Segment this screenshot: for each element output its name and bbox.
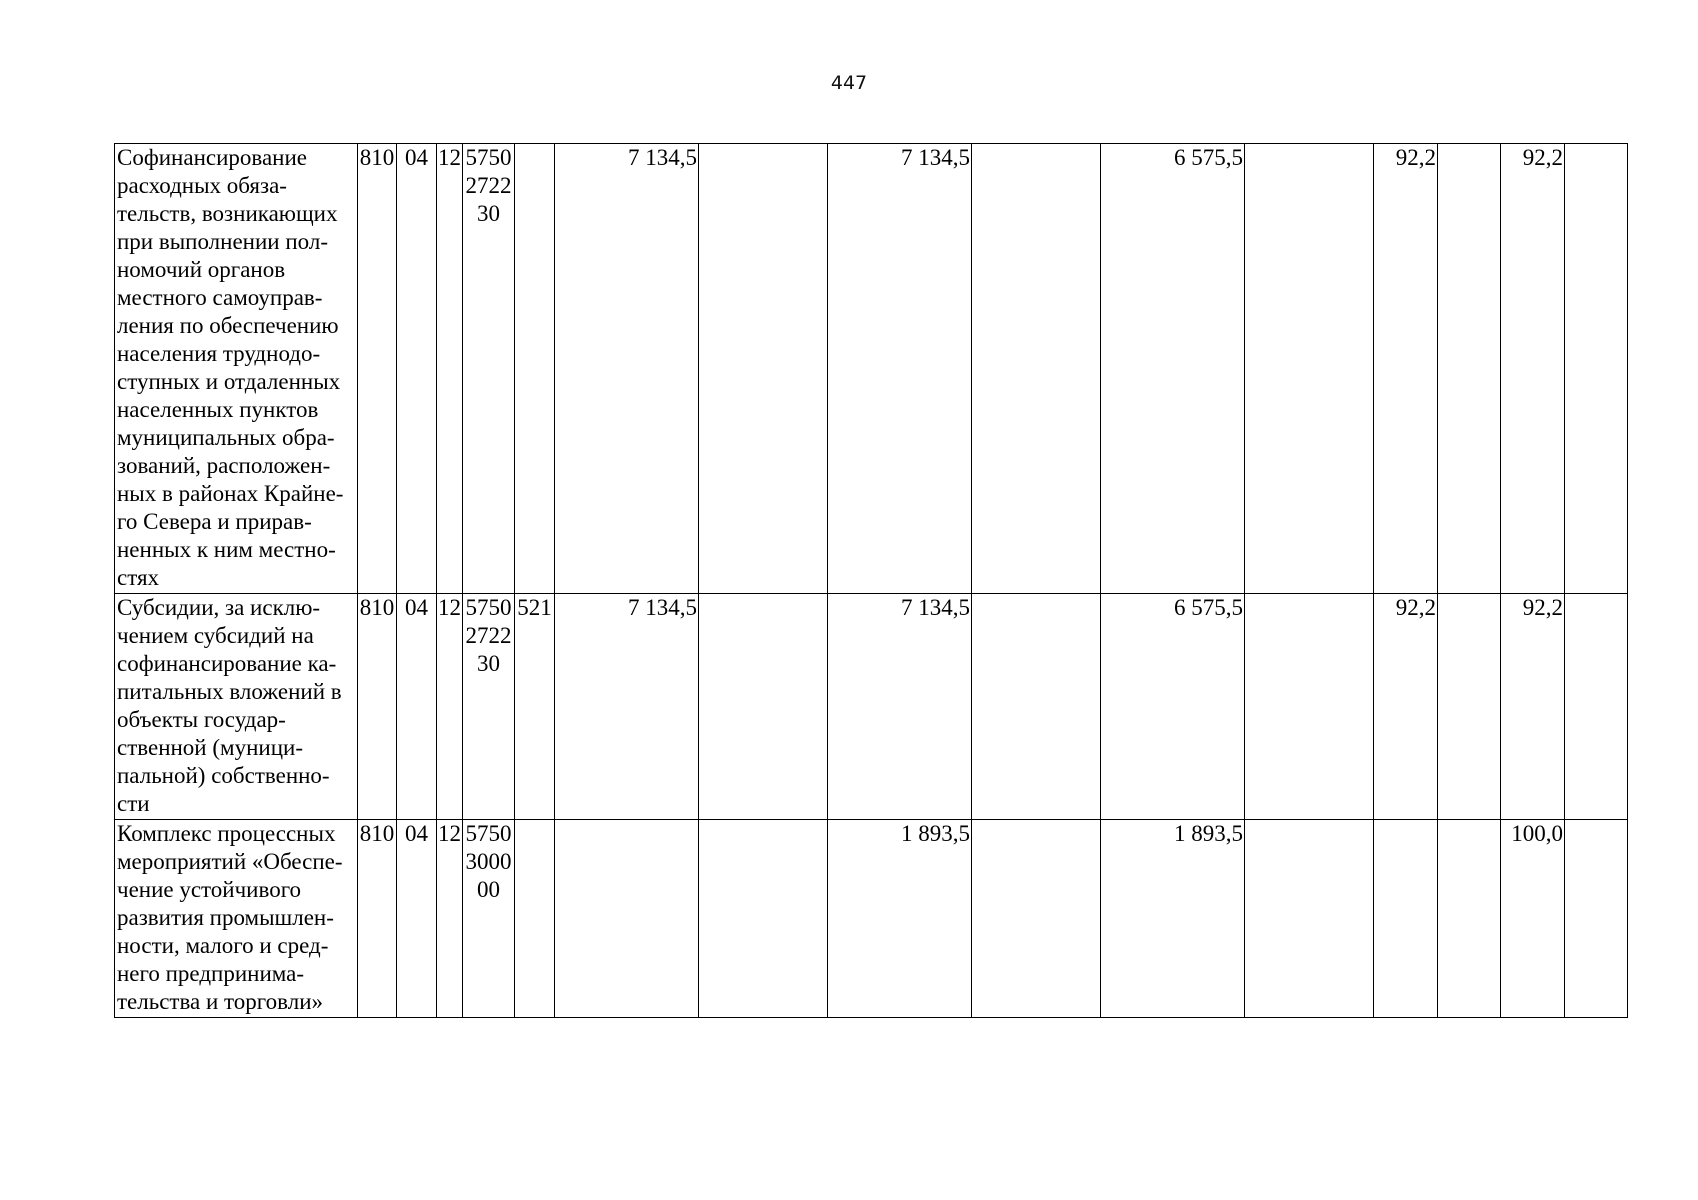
percent-approved-cell: 92,2 (1374, 144, 1438, 594)
empty-cell (1245, 594, 1374, 820)
refined-amount-cell: 7 134,5 (828, 594, 972, 820)
empty-cell (972, 820, 1101, 1018)
table-row (115, 594, 1628, 820)
empty-cell (1565, 144, 1628, 594)
approved-amount-cell: 7 134,5 (555, 144, 699, 594)
percent-refined-cell: 92,2 (1501, 594, 1565, 820)
budget-execution-table (114, 143, 1628, 1018)
empty-cell (1565, 820, 1628, 1018)
refined-amount-cell: 1 893,5 (828, 820, 972, 1018)
ministry-code-cell: 810 (358, 820, 397, 1018)
section-code-cell: 04 (397, 144, 437, 594)
empty-cell (699, 144, 828, 594)
approved-amount-cell (555, 820, 699, 1018)
empty-cell (1565, 594, 1628, 820)
target-article-cell: 5750 3000 00 (463, 820, 515, 1018)
percent-approved-cell: 92,2 (1374, 594, 1438, 820)
subsection-code-cell: 12 (437, 820, 463, 1018)
empty-cell (1438, 144, 1501, 594)
ministry-code-cell: 810 (358, 144, 397, 594)
executed-amount-cell: 6 575,5 (1101, 594, 1245, 820)
empty-cell (1438, 594, 1501, 820)
expense-type-cell (515, 144, 555, 594)
expense-name-cell: Субсидии, за исклю- чением субсидий на софинансирование ка- питальных вложений в объекты государ- ственной (муници- пальной) собственно- сти (115, 594, 358, 820)
expense-type-cell (515, 820, 555, 1018)
target-article-cell: 5750 2722 30 (463, 594, 515, 820)
ministry-code-cell: 810 (358, 594, 397, 820)
section-code-cell: 04 (397, 820, 437, 1018)
empty-cell (699, 820, 828, 1018)
expense-name-cell: Комплекс процессных мероприятий «Обеспе- чение устойчивого развития промышлен- ности, малого и сред- него предпринима- тельства и торговли» (115, 820, 358, 1018)
section-code-cell: 04 (397, 594, 437, 820)
refined-amount-cell: 7 134,5 (828, 144, 972, 594)
empty-cell (1245, 820, 1374, 1018)
page-number: 447 (830, 72, 868, 94)
table-row (115, 144, 1628, 594)
executed-amount-cell: 6 575,5 (1101, 144, 1245, 594)
empty-cell (972, 594, 1101, 820)
approved-amount-cell: 7 134,5 (555, 594, 699, 820)
percent-approved-cell (1374, 820, 1438, 1018)
empty-cell (972, 144, 1101, 594)
empty-cell (699, 594, 828, 820)
percent-refined-cell: 92,2 (1501, 144, 1565, 594)
subsection-code-cell: 12 (437, 594, 463, 820)
percent-refined-cell: 100,0 (1501, 820, 1565, 1018)
target-article-cell: 5750 2722 30 (463, 144, 515, 594)
empty-cell (1438, 820, 1501, 1018)
empty-cell (1245, 144, 1374, 594)
subsection-code-cell: 12 (437, 144, 463, 594)
executed-amount-cell: 1 893,5 (1101, 820, 1245, 1018)
table-row (115, 820, 1628, 1018)
expense-name-cell: Софинансирование расходных обяза- тельств, возникающих при выполнении пол- номочий органов местного самоуправ- ления по обеспечению населения труднодо- ступных и отдаленных населенных пунктов муниципальных обра- зований, расположен- ных в районах Крайне- го Севера и прирав- ненных к ним местно- стях (115, 144, 358, 594)
expense-type-cell: 521 (515, 594, 555, 820)
